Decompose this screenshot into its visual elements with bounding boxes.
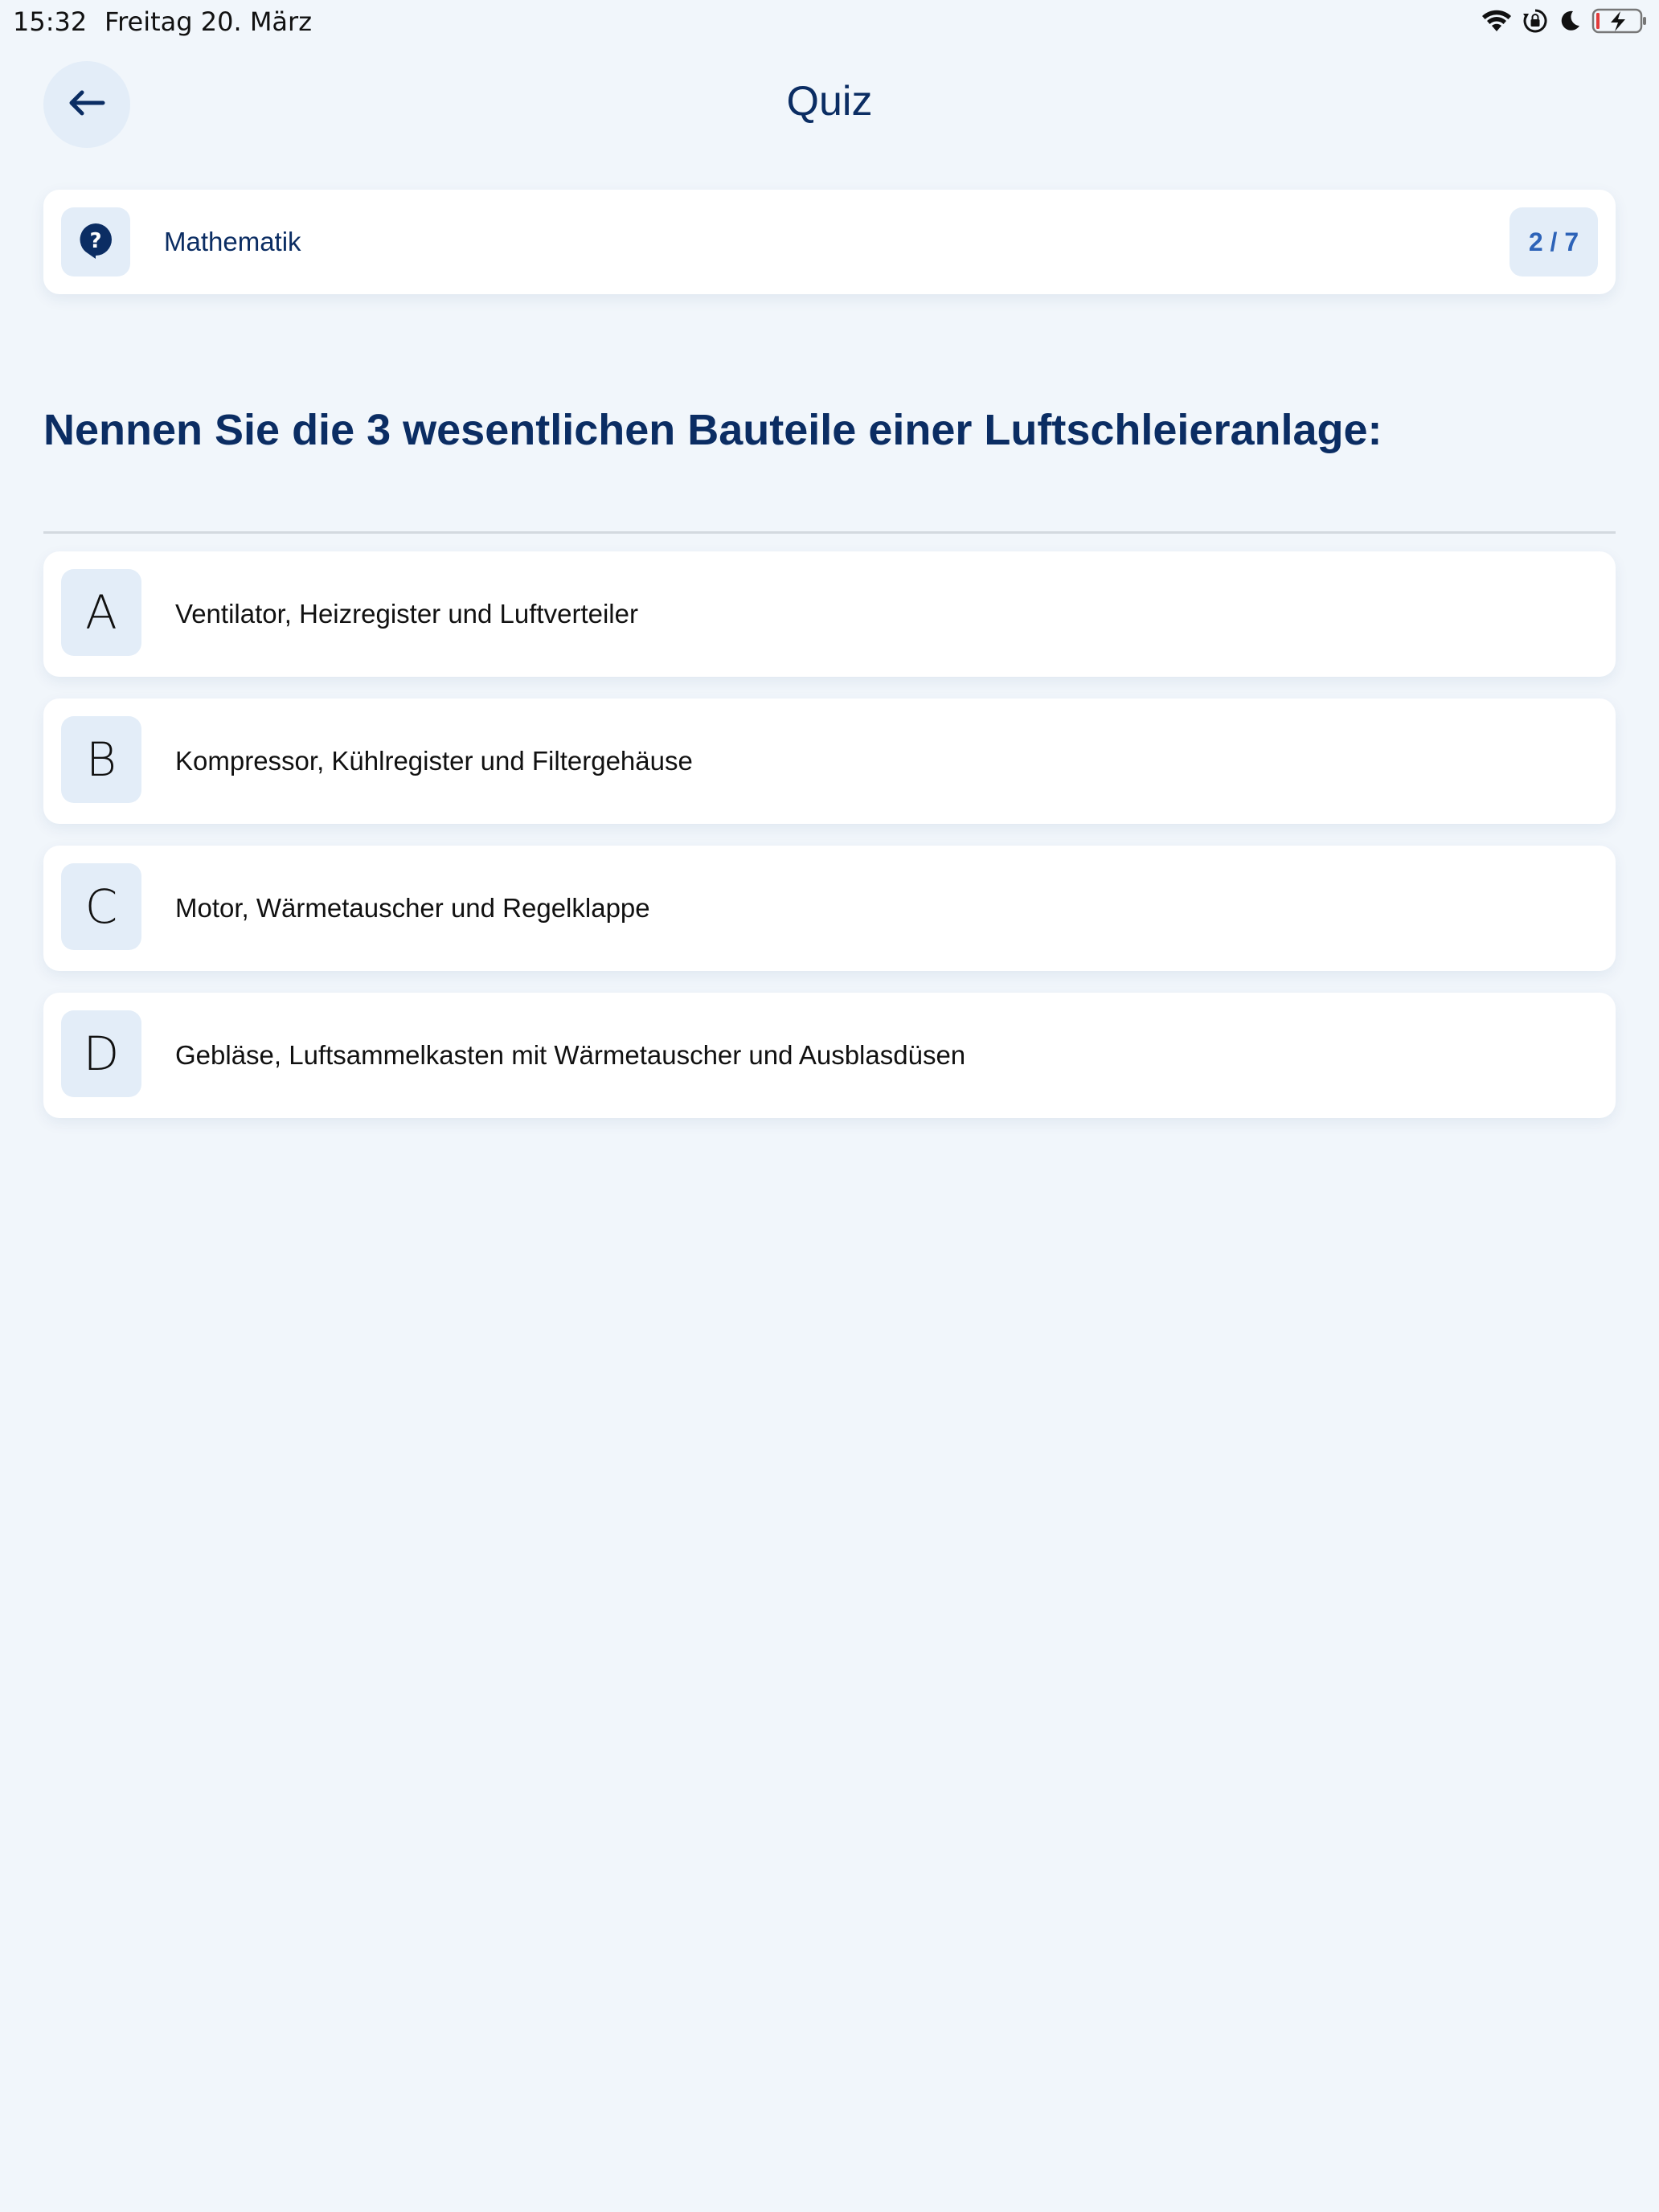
status-time: 15:32 (13, 6, 88, 37)
question-mark-icon (77, 222, 114, 263)
battery-charging-icon (1591, 7, 1648, 35)
answer-option-a[interactable] (43, 551, 1616, 677)
topic-icon-box (61, 207, 130, 276)
question-text: Nennen Sie die 3 wesentlichen Bauteile einer Luftschleieranlage: (43, 406, 1382, 454)
answer-option-d[interactable] (43, 993, 1616, 1118)
status-icons (1481, 5, 1648, 37)
status-date: Freitag 20. März (104, 6, 312, 37)
orientation-lock-icon (1522, 8, 1548, 34)
divider (43, 531, 1616, 534)
answer-letter: B (61, 716, 141, 803)
topic-card (43, 190, 1616, 294)
answer-option-b[interactable] (43, 698, 1616, 824)
answer-list (43, 551, 1616, 1140)
status-bar (0, 0, 1659, 42)
answer-letter: D (61, 1010, 141, 1097)
answer-text: Motor, Wärmetauscher und Regelklappe (175, 893, 650, 923)
svg-text:?: ? (89, 228, 102, 253)
wifi-icon (1481, 9, 1513, 33)
answer-text: Ventilator, Heizregister und Luftverteiler (175, 599, 638, 629)
answer-option-c[interactable] (43, 846, 1616, 971)
moon-icon (1558, 9, 1582, 33)
progress-badge: 2 / 7 (1509, 207, 1598, 276)
answer-text: Kompressor, Kühlregister und Filtergehäuse (175, 746, 693, 776)
answer-letter: A (61, 569, 141, 656)
topic-label: Mathematik (164, 227, 301, 256)
answer-text: Gebläse, Luftsammelkasten mit Wärmetauscher und Ausblasdüsen (175, 1040, 966, 1070)
answer-letter: C (61, 863, 141, 950)
page-title: Quiz (786, 78, 873, 125)
